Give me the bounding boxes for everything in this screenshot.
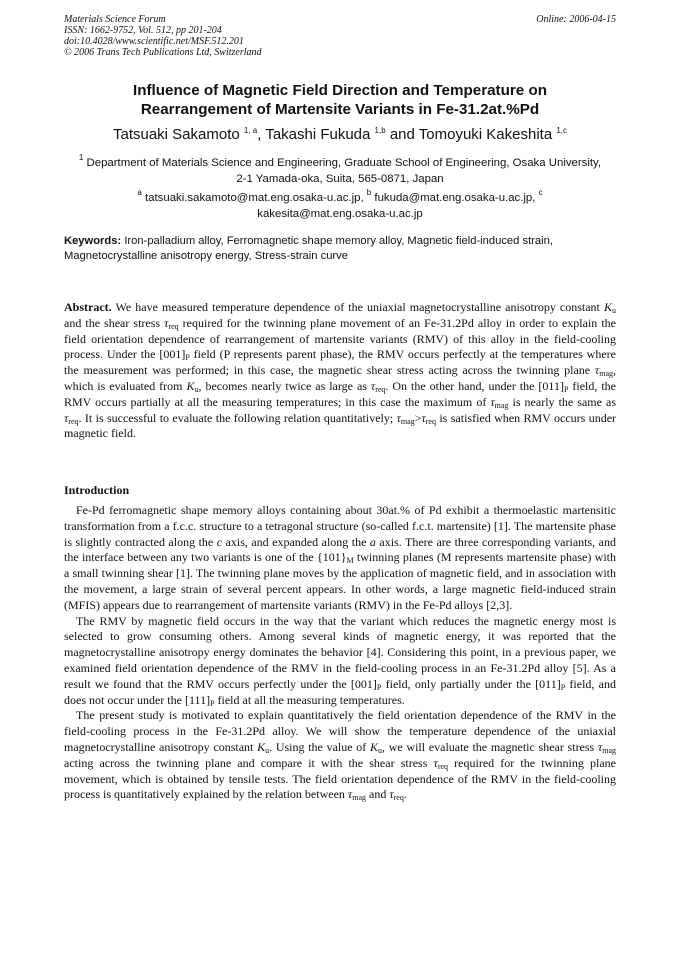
email-sup: a [137, 188, 142, 197]
email-sup: b [366, 188, 372, 197]
keywords-label: Keywords: [64, 235, 122, 247]
paper-title [64, 81, 616, 119]
author-list: Tatsuaki Sakamoto $^{1, a}$, Takashi Fukuda $^{1,b}$ and Tomoyuki Kakeshita $^{1,c}$ [112, 126, 568, 143]
affiliation-sup: 1 [78, 153, 84, 162]
paragraph: The present study is motivated to explain quantitatively the field orientation dependence of the RMV in the field-cooling process in the Fe-31.2Pd alloy. We will show the temperature dependence of the uniaxial magnetocrystalline anisotropy constant $K_u$. Using the value of $K_u$, we will evaluate the magnetic shear stress $\tau_{mag}$ acting across the twinning plane and compare it with the shear stress $\tau_{req}$ required for the twinning plane movement, which is obtained by tensile tests. The field orientation dependence of the RMV in the field-cooling process is quantitatively explained by the relation between $\tau_{mag}$ and $\tau_{req}$. [64, 708, 617, 803]
paragraph: Fe-Pd ferromagnetic shape memory alloys containing about 30at.% of Pd exhibit a thermoelastic martensitic transformation from a f.c.c. structure to a tetragonal structure (so-called f.c.t. martensite) [1]. The martensite phase is slightly contracted along the c axis, and expanded along the a axis. There are three corresponding variants, and the interface between any two variants is one of the $\{101\}_M$ twinning planes (M represents martensite phase) with a small twinning shear [1]. The twinning plane moves by the application of magnetic field, and in association with the movement, a large strain of several percent appears. In other words, a large magnetic field-induced strain (MFIS) appears due to rearrangement of martensite variants (RMV) in the Fe-Pd alloys [2,3]. [64, 503, 616, 612]
email-link[interactable]: fukuda@mat.eng.osaka-u.ac.jp [374, 192, 533, 204]
email-link[interactable]: tatsuaki.sakamoto@mat.eng.osaka-u.ac.jp [145, 192, 361, 204]
author-affil-sup: 1, a [243, 126, 258, 135]
email-list: $^a$ tatsuaki.sakamoto@mat.eng.osaka-u.ac.jp, $^b$ fukuda@mat.eng.osaka-u.ac.jp, $^c$ kakesita@mat.eng.osaka-u.ac.jp [137, 188, 543, 220]
abstract-label: Abstract. [64, 300, 112, 314]
introduction-heading: Introduction [64, 483, 130, 497]
author-affil-sup: 1,b [374, 126, 386, 135]
email-link[interactable]: kakesita@mat.eng.osaka-u.ac.jp [257, 207, 423, 220]
author-name: Tatsuaki Sakamoto [112, 126, 240, 143]
online-date: Online: 2006-04-15 [536, 14, 616, 25]
journal-header [64, 14, 616, 58]
abstract-text: We have measured temperature dependence of the uniaxial magnetocrystalline anisotropy constant $K_u$ and the shear stress $\tau_{req}$ required for the twinning plane movement of an Fe-31.2Pd alloy in order to explain the field orientation dependence of rearrangement of martensite variants (RMV) of this alloy in the field-cooling process. Under the $[001]_P$ field (P represents parent phase), the RMV occurs perfectly at the temperatures where the measurement was performed; in this case, the magnetic shear stress acting across the twinning plane $\tau_{mag}$, which is evaluated from $K_u$, becomes nearly twice as large as $\tau_{req}$. On the other hand, under the $[011]_P$ field, the RMV occurs partially at all the measuring temperatures; in this case the maximum of $\tau_{mag}$ is nearly the same as $\tau_{req}$. It is successful to evaluate the following relation quantitatively; $\tau_{mag}>\tau_{req}$ is satisfied when RMV occurs under magnetic field. [64, 300, 617, 441]
title-line-1: Influence of Magnetic Field Direction and Temperature on [132, 82, 548, 99]
doi-line: doi:10.4028/www.scientific.net/MSF.512.201 [64, 36, 244, 47]
keywords-text: Iron-palladium alloy, Ferromagnetic shape memory alloy, Magnetic field-induced strain, Magnetocrystalline anisotropy energy, Stress-strain curve [64, 235, 553, 262]
affiliation [74, 150, 606, 187]
author-name: Tomoyuki Kakeshita [418, 126, 553, 143]
keywords-section [64, 234, 616, 264]
issn-line: ISSN: 1662-9752, Vol. 512, pp 201-204 [64, 25, 222, 36]
abstract-section [64, 300, 616, 442]
author-name: Takashi Fukuda [265, 126, 371, 143]
copyright-line: © 2006 Trans Tech Publications Ltd, Switzerland [64, 47, 262, 58]
paragraph: The RMV by magnetic field occurs in the way that the variant which reduces the magnetic energy most is selected to grow consuming others. Among several kinds of magnetic energy, it was reported that the magnetocrystalline anisotropy energy dominates the behavior [4]. Considering this point, in a previous paper, we examined field orientation dependence of the RMV in the field-cooling process in an Fe-31.2Pd alloy [5]. As a result we found that the RMV occurs perfectly under the $[001]_P$ field, only partially under the $[011]_P$ field, and does not occur under the $[111]_P$ field at all the measuring temperatures. [64, 613, 616, 708]
author-affil-sup: 1,c [556, 126, 568, 135]
title-line-2: Rearrangement of Martensite Variants in Fe-31.2at.%Pd [140, 101, 540, 118]
journal-name: Materials Science Forum [64, 14, 166, 25]
email-sup: c [538, 188, 543, 197]
affiliation-text: Department of Materials Science and Engineering, Graduate School of Engineering, Osaka University, 2-1 Yamada-oka, Suita, 565-0871, Japan [86, 157, 602, 185]
introduction-body [64, 503, 616, 803]
